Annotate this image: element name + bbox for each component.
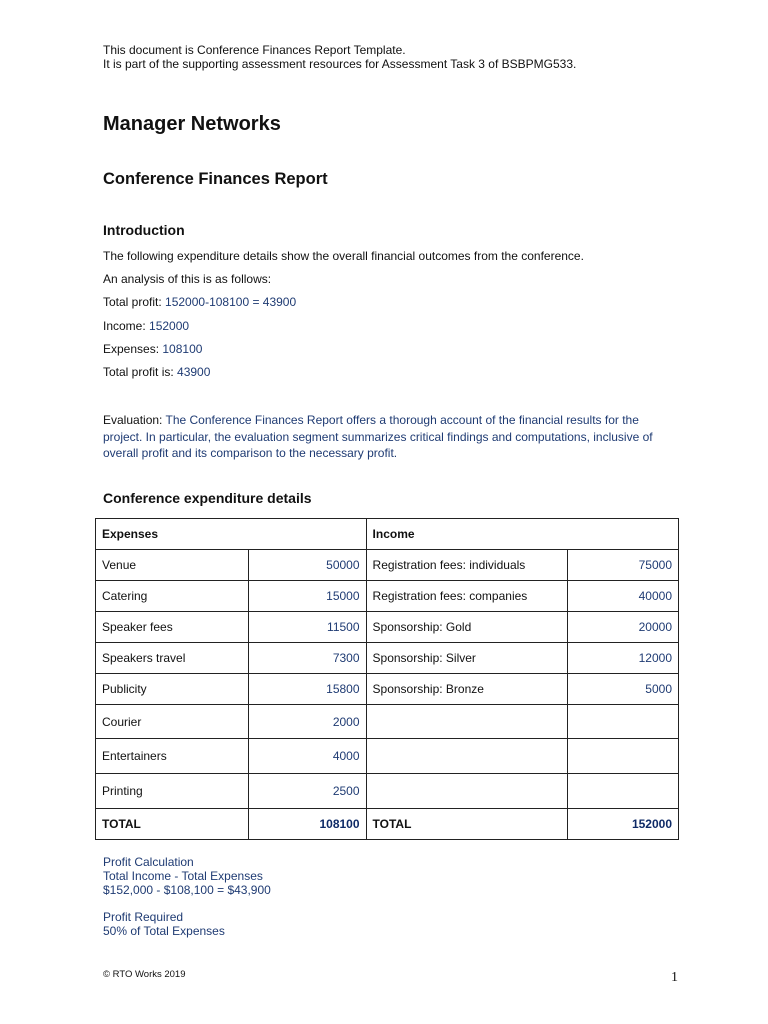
profit-is-label: Total profit is: xyxy=(103,365,178,379)
evaluation-text: The Conference Finances Report offers a thorough account of the financial results for the project. In particular, the evaluation segment summarizes critical findings and computations, inclusive of overall profit and its comparison to the necessary profit. xyxy=(103,413,653,460)
expense-value: 2500 xyxy=(248,774,366,809)
income-label: Sponsorship: Gold xyxy=(366,612,568,643)
table-row xyxy=(96,581,679,612)
income-total-label: TOTAL xyxy=(366,809,568,840)
income-line xyxy=(103,319,189,334)
table-row xyxy=(96,612,679,643)
table-row xyxy=(96,550,679,581)
income-value xyxy=(568,774,679,809)
table-row xyxy=(96,774,679,809)
header-line-2: It is part of the supporting assessment resources for Assessment Task 3 of BSBPMG533. xyxy=(103,57,577,71)
income-value: 5000 xyxy=(568,674,679,705)
expense-label: Catering xyxy=(96,581,249,612)
income-value: 20000 xyxy=(568,612,679,643)
profit-calculation-block xyxy=(103,855,271,897)
total-profit-line xyxy=(103,295,296,310)
expense-total-value: 108100 xyxy=(248,809,366,840)
expenses-label: Expenses: xyxy=(103,342,163,356)
intro-line-2: An analysis of this is as follows: xyxy=(103,272,272,286)
income-value: 75000 xyxy=(568,550,679,581)
income-label: Sponsorship: Silver xyxy=(366,643,568,674)
income-label xyxy=(366,705,568,739)
profit-is-value: 43900 xyxy=(177,365,211,379)
expense-value: 2000 xyxy=(248,705,366,739)
expense-value: 4000 xyxy=(248,739,366,774)
income-label: Registration fees: individuals xyxy=(366,550,568,581)
expense-value: 15800 xyxy=(248,674,366,705)
expenses-line xyxy=(103,342,202,357)
expense-label: Courier xyxy=(96,705,249,739)
income-value: 40000 xyxy=(568,581,679,612)
income-total-value: 152000 xyxy=(568,809,679,840)
income-value xyxy=(568,705,679,739)
profit-required-rule: 50% of Total Expenses xyxy=(103,924,225,938)
expense-value: 11500 xyxy=(248,612,366,643)
table-header-row xyxy=(96,519,679,550)
expenditure-heading: Conference expenditure details xyxy=(103,490,312,506)
expense-label: Speaker fees xyxy=(96,612,249,643)
expense-total-label: TOTAL xyxy=(96,809,249,840)
table-row xyxy=(96,674,679,705)
income-value: 12000 xyxy=(568,643,679,674)
expense-label: Speakers travel xyxy=(96,643,249,674)
expense-value: 7300 xyxy=(248,643,366,674)
profit-calc-result: $152,000 - $108,100 = $43,900 xyxy=(103,883,271,897)
income-label: Income: xyxy=(103,319,150,333)
income-label: Registration fees: companies xyxy=(366,581,568,612)
expenses-value: 108100 xyxy=(162,342,203,356)
expense-label: Venue xyxy=(96,550,249,581)
intro-line-1: The following expenditure details show the overall financial outcomes from the conference. xyxy=(103,249,584,263)
expense-label: Printing xyxy=(96,774,249,809)
expense-label: Entertainers xyxy=(96,739,249,774)
table-row xyxy=(96,705,679,739)
footer-copyright: © RTO Works 2019 xyxy=(103,969,186,980)
income-value xyxy=(568,739,679,774)
page-number: 1 xyxy=(671,970,678,985)
profit-is-line xyxy=(103,365,210,380)
profit-calc-title: Profit Calculation xyxy=(103,855,194,869)
profit-required-title: Profit Required xyxy=(103,910,184,924)
introduction-heading: Introduction xyxy=(103,222,185,238)
profit-calc-formula: Total Income - Total Expenses xyxy=(103,869,263,883)
income-label: Sponsorship: Bronze xyxy=(366,674,568,705)
income-column-header: Income xyxy=(366,519,678,550)
header-line-1: This document is Conference Finances Report Template. xyxy=(103,43,406,57)
income-value: 152000 xyxy=(149,319,190,333)
expenses-column-header: Expenses xyxy=(96,519,367,550)
document-header xyxy=(103,43,576,71)
table-total-row xyxy=(96,809,679,840)
expenditure-table xyxy=(95,518,679,840)
table-row xyxy=(96,643,679,674)
total-profit-label: Total profit: xyxy=(103,295,166,309)
document-title: Manager Networks xyxy=(103,113,281,135)
evaluation-paragraph xyxy=(103,412,681,462)
income-label xyxy=(366,774,568,809)
table-row xyxy=(96,739,679,774)
evaluation-label: Evaluation: xyxy=(103,413,166,427)
income-label xyxy=(366,739,568,774)
total-profit-value: 152000-108100 = 43900 xyxy=(165,295,297,309)
profit-required-block xyxy=(103,910,225,938)
expense-value: 15000 xyxy=(248,581,366,612)
expense-label: Publicity xyxy=(96,674,249,705)
report-title: Conference Finances Report xyxy=(103,170,328,188)
expense-value: 50000 xyxy=(248,550,366,581)
